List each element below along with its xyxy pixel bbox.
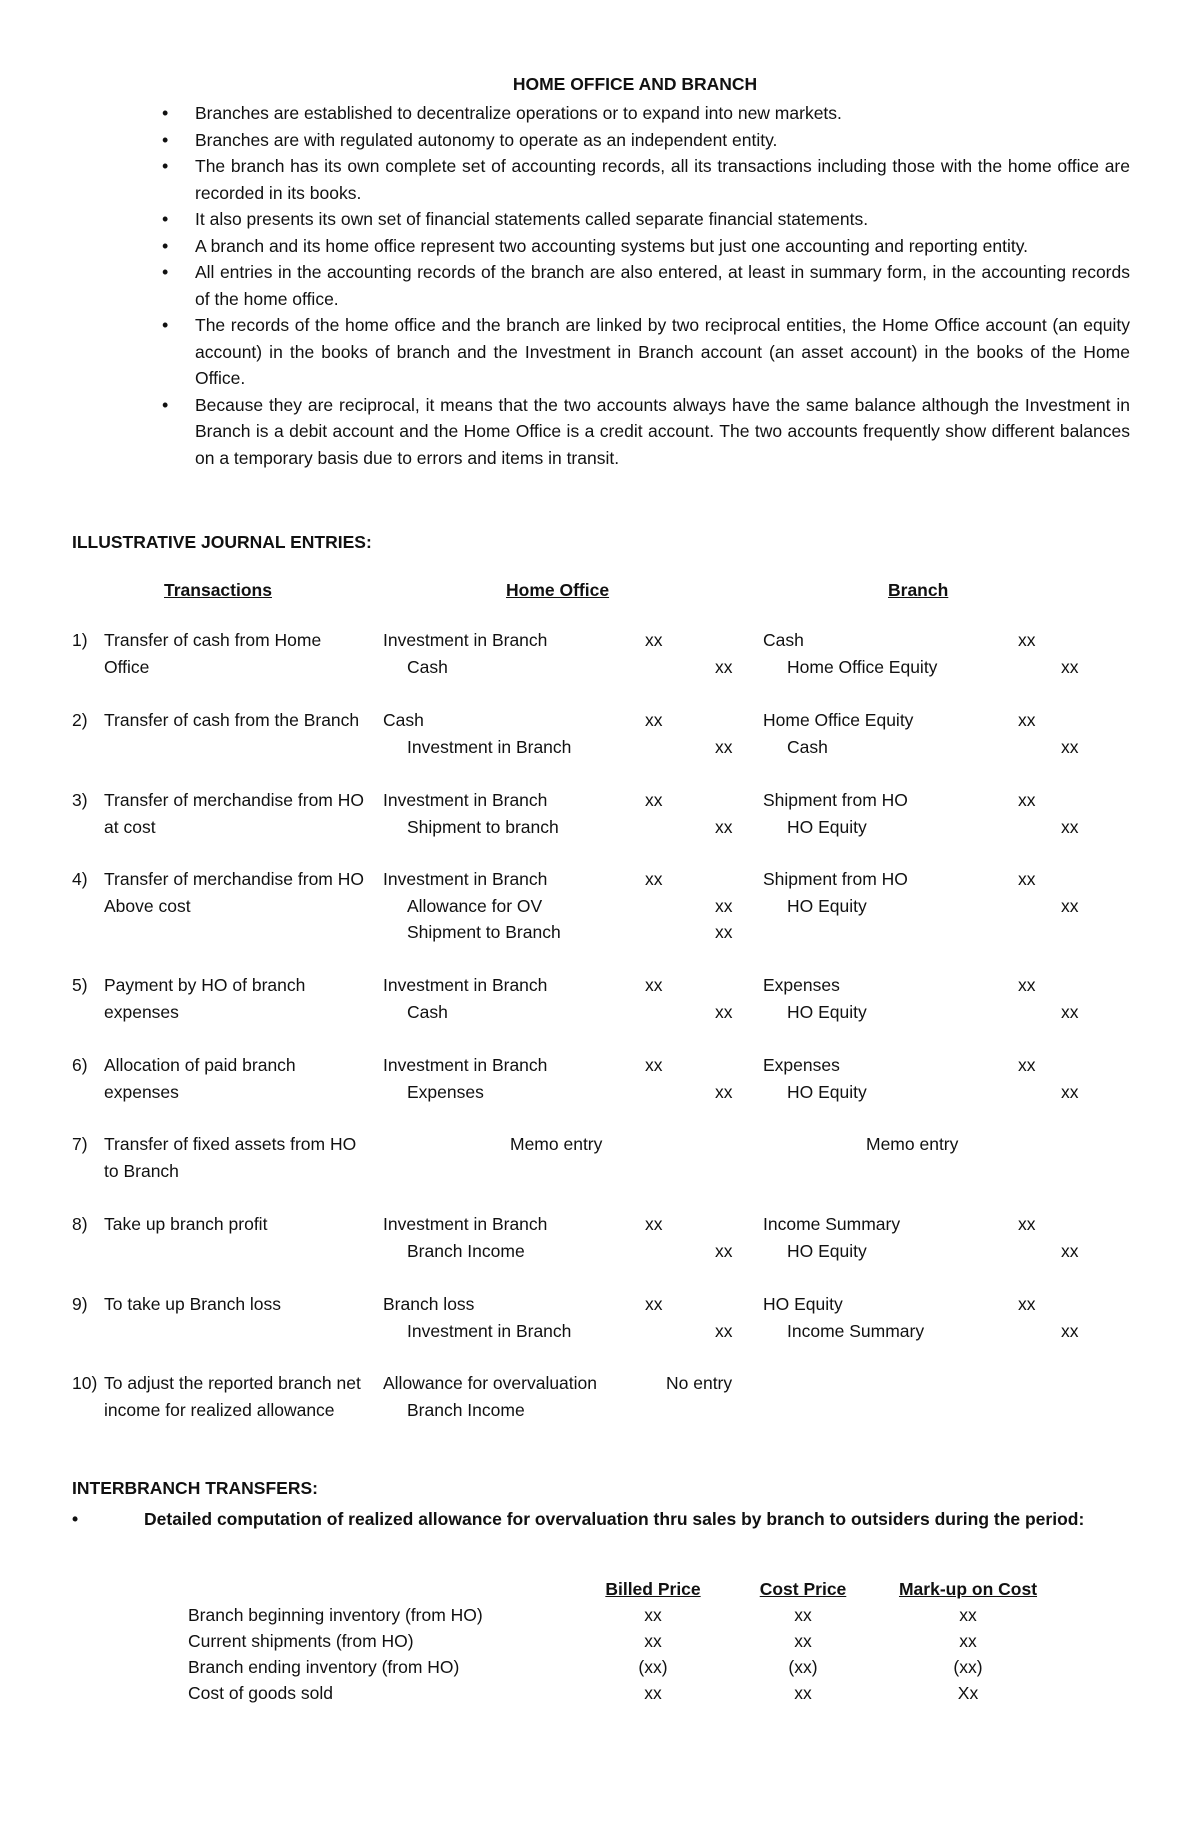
ho-credit: xx (715, 1240, 733, 1261)
branch-account: Home Office Equity (787, 656, 938, 677)
table-header-row (188, 1576, 1058, 1602)
interbranch-bullet-text: Detailed computation of realized allowance for overvaluation thru sales by branch to outsiders during the period: (144, 1509, 1085, 1529)
ho-account: Investment in Branch (383, 630, 548, 650)
intro-bullet-list (140, 100, 1130, 471)
bullet-item: • Branches are with regulated autonomy to operate as an independent entity. (140, 127, 1130, 154)
ho-debit: xx (645, 975, 663, 995)
cell-cost: xx (794, 1631, 812, 1651)
branch-account: Home Office Equity (763, 710, 914, 730)
ho-account: Cash (407, 1001, 448, 1022)
table-row (188, 1628, 1058, 1654)
row-label: Current shipments (from HO) (188, 1631, 414, 1651)
ho-debit: xx (645, 1055, 663, 1075)
branch-account: Expenses (763, 975, 840, 995)
ho-debit: xx (645, 710, 663, 730)
bullet-item: • All entries in the accounting records of the branch are also entered, at least in summary form, in the accounting records of the home office. (140, 259, 1130, 312)
bullet-item: • A branch and its home office represent two accounting systems but just one accounting and reporting entity. (140, 233, 1130, 260)
col-markup-on-cost: Mark-up on Cost (898, 1579, 1038, 1599)
branch-credit: xx (1061, 895, 1079, 916)
entry-description: Allocation of paid branch expenses (104, 1055, 296, 1102)
table-row (188, 1680, 1058, 1706)
table-row (188, 1602, 1058, 1628)
computation-table (188, 1576, 1058, 1706)
bullet-item: • The branch has its own complete set of accounting records, all its transactions including those with the home office are recorded in its books. (140, 153, 1130, 206)
branch-debit: xx (1018, 869, 1036, 889)
bullet-item: • Because they are reciprocal, it means that the two accounts always have the same balance although the Investment in Branch is a debit account and the Home Office is a credit account. The two accounts frequently show different balances on a temporary basis due to errors and items in transit. (140, 392, 1130, 472)
branch-debit: xx (1018, 710, 1036, 730)
col-cost-price: Cost Price (759, 1579, 847, 1599)
bullet-dot-icon: • (72, 1509, 79, 1529)
branch-debit: xx (1018, 630, 1036, 650)
interbranch-heading: INTERBRANCH TRANSFERS: (72, 1478, 318, 1498)
bullet-item: • It also presents its own set of financial statements called separate financial statements. (140, 206, 1130, 233)
branch-credit: xx (1061, 736, 1079, 757)
cell-cost: xx (794, 1605, 812, 1625)
branch-account: HO Equity (787, 816, 867, 837)
cell-cost: xx (794, 1683, 812, 1703)
entry-number: 3) (72, 790, 88, 810)
branch-no-entry: No entry (666, 1373, 733, 1393)
branch-credit: xx (1061, 1320, 1079, 1341)
branch-account: HO Equity (787, 1001, 867, 1022)
ho-account: Cash (407, 656, 448, 677)
cell-markup: xx (959, 1631, 977, 1651)
col-transactions-header: Transactions (164, 580, 272, 600)
ho-account: Branch loss (383, 1294, 475, 1314)
ho-memo-entry: Memo entry (510, 1134, 603, 1154)
branch-account: Cash (787, 736, 828, 757)
ho-account: Shipment to Branch (407, 922, 561, 942)
col-billed-price: Billed Price (605, 1579, 701, 1599)
ho-account: Shipment to branch (407, 816, 559, 837)
cell-markup: xx (959, 1605, 977, 1625)
branch-account: Cash (763, 630, 804, 650)
ho-debit: xx (645, 1294, 663, 1314)
branch-account: Income Summary (763, 1214, 901, 1234)
bullet-item: • Branches are established to decentralize operations or to expand into new markets. (140, 100, 1130, 127)
row-label: Cost of goods sold (188, 1683, 333, 1703)
branch-account: Shipment from HO (763, 790, 908, 810)
ho-account: Allowance for overvaluation (383, 1373, 598, 1393)
branch-account: Shipment from HO (763, 869, 908, 889)
ho-credit: xx (715, 656, 733, 677)
branch-account: HO Equity (787, 1240, 867, 1261)
ho-account: Investment in Branch (383, 975, 548, 995)
ho-account: Expenses (407, 1081, 484, 1102)
ho-debit: xx (645, 1214, 663, 1234)
branch-account: Expenses (763, 1055, 840, 1075)
branch-debit: xx (1018, 790, 1036, 810)
branch-debit: xx (1018, 1055, 1036, 1075)
col-home-office-header: Home Office (506, 580, 610, 600)
bullet-item: • The records of the home office and the branch are linked by two reciprocal entities, the Home Office account (an equity account) in the books of branch and the Investment in Branch account (an asset account) in the books of the Home Office. (140, 312, 1130, 392)
ho-debit: xx (645, 869, 663, 889)
ho-account: Investment in Branch (383, 1214, 548, 1234)
row-label: Branch beginning inventory (from HO) (188, 1605, 483, 1625)
entry-description: To take up Branch loss (104, 1294, 282, 1314)
branch-account: HO Equity (763, 1294, 843, 1314)
entry-description: Transfer of cash from Home Office (104, 630, 322, 677)
cell-billed: xx (644, 1683, 662, 1703)
ho-credit: xx (715, 1081, 733, 1102)
entry-description: Transfer of merchandise from HO at cost (104, 790, 364, 837)
entry-description: Transfer of cash from the Branch (104, 710, 360, 730)
entry-description: Transfer of fixed assets from HO to Branch (104, 1134, 357, 1181)
cell-billed: xx (644, 1631, 662, 1651)
branch-account: Income Summary (787, 1320, 925, 1341)
ho-account: Investment in Branch (383, 1055, 548, 1075)
ho-account: Investment in Branch (407, 1320, 572, 1341)
ho-account: Allowance for OV (407, 895, 543, 916)
ho-debit: xx (645, 630, 663, 650)
entry-description: Take up branch profit (104, 1214, 268, 1234)
branch-memo-entry: Memo entry (866, 1134, 959, 1154)
entry-number: 7) (72, 1134, 88, 1154)
ho-credit: xx (715, 922, 733, 942)
entry-number: 1) (72, 630, 88, 650)
ho-account: Investment in Branch (383, 790, 548, 810)
branch-credit: xx (1061, 1001, 1079, 1022)
ho-account: Branch Income (407, 1240, 525, 1261)
ho-credit: xx (715, 1320, 733, 1341)
cell-markup: Xx (957, 1683, 979, 1703)
branch-credit: xx (1061, 1240, 1079, 1261)
row-label: Branch ending inventory (from HO) (188, 1657, 460, 1677)
branch-account: HO Equity (787, 1081, 867, 1102)
entry-number: 2) (72, 710, 88, 730)
branch-account: HO Equity (787, 895, 867, 916)
cell-billed: (xx) (638, 1657, 668, 1677)
entry-description: To adjust the reported branch net income for realized allowance (104, 1373, 361, 1420)
ho-credit: xx (715, 1001, 733, 1022)
ho-account: Branch Income (407, 1399, 525, 1420)
branch-debit: xx (1018, 1214, 1036, 1234)
col-branch-header: Branch (888, 580, 949, 600)
entry-description: Transfer of merchandise from HO Above cost (104, 869, 364, 916)
ho-credit: xx (715, 816, 733, 837)
branch-debit: xx (1018, 975, 1036, 995)
branch-credit: xx (1061, 816, 1079, 837)
ho-debit: xx (645, 790, 663, 810)
page-title: HOME OFFICE AND BRANCH (512, 74, 758, 94)
entry-description: Payment by HO of branch expenses (104, 975, 306, 1022)
cell-markup: (xx) (953, 1657, 983, 1677)
branch-debit: xx (1018, 1294, 1036, 1314)
interbranch-bullet (72, 1506, 1102, 1533)
ho-account: Cash (383, 710, 424, 730)
ho-account: Investment in Branch (407, 736, 572, 757)
branch-credit: xx (1061, 656, 1079, 677)
journal-heading: ILLUSTRATIVE JOURNAL ENTRIES: (72, 532, 372, 552)
entry-number: 10) (72, 1373, 98, 1393)
ho-credit: xx (715, 736, 733, 757)
entry-number: 8) (72, 1214, 88, 1234)
entry-number: 6) (72, 1055, 88, 1075)
ho-account: Investment in Branch (383, 869, 548, 889)
branch-credit: xx (1061, 1081, 1079, 1102)
ho-credit: xx (715, 895, 733, 916)
cell-cost: (xx) (788, 1657, 818, 1677)
cell-billed: xx (644, 1605, 662, 1625)
entry-number: 4) (72, 869, 88, 889)
entry-number: 5) (72, 975, 88, 995)
entry-number: 9) (72, 1294, 88, 1314)
table-row (188, 1654, 1058, 1680)
